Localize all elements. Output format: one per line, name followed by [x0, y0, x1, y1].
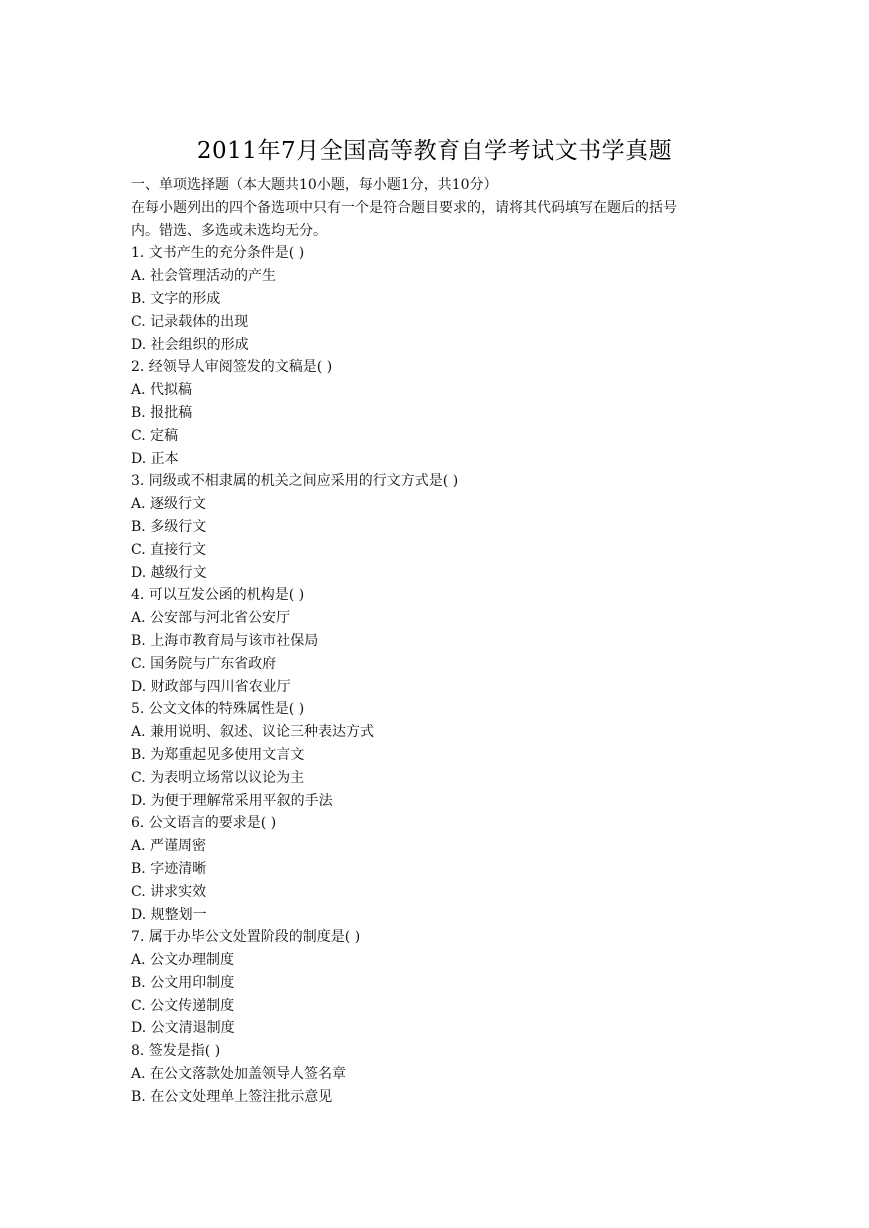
document-title: 2011年7月全国高等教育自学考试文书学真题 [196, 138, 673, 164]
answer-option: B. 多级行文 [131, 518, 207, 535]
answer-option: D. 越级行文 [131, 564, 207, 581]
answer-option: C. 国务院与广东省政府 [131, 655, 277, 672]
instructions-line-2: 内。错选、多选或未选均无分。 [131, 222, 327, 239]
question-text: 6. 公文语言的要求是( ) [131, 815, 277, 832]
answer-option: C. 定稿 [131, 427, 179, 444]
answer-option: C. 直接行文 [131, 541, 207, 558]
answer-option: B. 公文用印制度 [131, 974, 235, 991]
answer-option: D. 正本 [131, 450, 179, 467]
answer-option: A. 兼用说明、叙述、议论三种表达方式 [131, 724, 375, 741]
answer-option: D. 为便于理解常采用平叙的手法 [131, 792, 333, 809]
answer-option: B. 在公文处理单上签注批示意见 [131, 1088, 333, 1105]
answer-option: A. 严谨周密 [131, 838, 207, 855]
answer-option: A. 代拟稿 [131, 382, 193, 399]
answer-option: C. 讲求实效 [131, 883, 207, 900]
answer-option: C. 记录载体的出现 [131, 313, 249, 330]
answer-option: A. 公文办理制度 [131, 952, 235, 969]
answer-option: B. 文字的形成 [131, 290, 221, 307]
answer-option: B. 上海市教育局与该市社保局 [131, 632, 319, 649]
question-text: 2. 经领导人审阅签发的文稿是( ) [131, 359, 333, 376]
document-body [131, 174, 751, 1109]
section-heading: 一、单项选择题（本大题共10小题，每小题1分，共10分） [131, 177, 498, 193]
question-list [131, 242, 751, 1108]
answer-option: D. 规整划一 [131, 906, 207, 923]
question-text: 3. 同级或不相隶属的机关之间应采用的行文方式是( ) [131, 473, 459, 490]
answer-option: A. 公安部与河北省公安厅 [131, 610, 291, 627]
answer-option: B. 为郑重起见多使用文言文 [131, 746, 305, 763]
question-text: 7. 属于办毕公文处置阶段的制度是( ) [131, 929, 361, 946]
question-text: 8. 签发是指( ) [131, 1043, 221, 1060]
answer-option: D. 财政部与四川省农业厅 [131, 678, 291, 695]
answer-option: B. 报批稿 [131, 404, 193, 421]
question-text: 4. 可以互发公函的机构是( ) [131, 587, 305, 604]
answer-option: A. 在公文落款处加盖领导人签名章 [131, 1066, 347, 1083]
answer-option: C. 公文传递制度 [131, 997, 235, 1014]
answer-option: A. 逐级行文 [131, 496, 207, 513]
answer-option: D. 公文清退制度 [131, 1020, 235, 1037]
question-text: 1. 文书产生的充分条件是( ) [131, 245, 305, 262]
answer-option: A. 社会管理活动的产生 [131, 268, 277, 285]
question-text: 5. 公文文体的特殊属性是( ) [131, 701, 305, 718]
answer-option: D. 社会组织的形成 [131, 336, 249, 353]
instructions-line-1: 在每小题列出的四个备选项中只有一个是符合题目要求的，请将其代码填写在题后的括号 [131, 199, 677, 216]
answer-option: B. 字迹清晰 [131, 860, 207, 877]
answer-option: C. 为表明立场常以议论为主 [131, 769, 305, 786]
